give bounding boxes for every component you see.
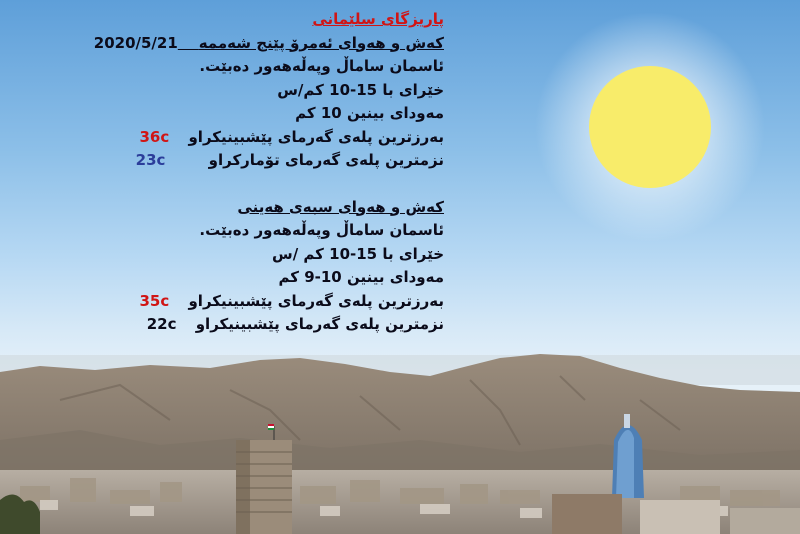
tomorrow-visibility-unit: کم — [278, 268, 299, 286]
tomorrow-min-label: نزمترین پلەی گەرمای پێشبینیکراو — [195, 315, 444, 333]
tomorrow-min-temp — [94, 313, 444, 337]
today-visibility-value: 10 — [320, 104, 342, 122]
tomorrow-heading: کەش و هەوای سبەی هەینی — [237, 197, 444, 216]
tomorrow-visibility — [94, 266, 444, 290]
tomorrow-visibility-value: 9-10 — [304, 268, 342, 286]
tomorrow-sky: ئاسمان ساماڵ وپەڵەهەور دەبێت. — [199, 221, 444, 239]
tomorrow-wind-unit: کم /س — [272, 244, 324, 263]
today-heading-label: کەش و هەوای ئەمرۆ پێنج شەممە — [198, 33, 444, 52]
forecast-text — [94, 8, 444, 337]
today-wind-label: خێرای با — [382, 80, 444, 99]
tomorrow-wind-label: خێرای با — [382, 244, 444, 263]
today-max-temp — [94, 126, 444, 150]
sun-icon — [589, 66, 711, 188]
tomorrow-wind-value: 10-15 — [329, 244, 378, 263]
today-max-label: بەرزترین پلەی گەرمای پێشبینیکراو — [188, 127, 444, 146]
today-min-value: 23c — [135, 151, 166, 169]
today-date: 2020/5/21 — [93, 33, 178, 52]
today-min-temp — [94, 149, 444, 173]
tomorrow-wind — [94, 243, 444, 267]
today-min-label: نزمترین پلەی گەرمای تۆمارکراو — [208, 151, 444, 169]
building-right — [552, 494, 622, 534]
tomorrow-visibility-label: مەودای بینین — [346, 268, 444, 286]
today-wind-value: 10-15 — [329, 80, 378, 99]
tomorrow-max-temp — [94, 290, 444, 314]
tomorrow-max-label: بەرزترین پلەی گەرمای پێشبینیکراو — [188, 291, 444, 310]
today-visibility — [94, 102, 444, 126]
today-max-value: 36c — [139, 127, 170, 146]
today-visibility-unit: کم — [295, 104, 316, 122]
today-visibility-label: مەودای بینین — [346, 104, 444, 122]
province-title: پاریزگای سلێمانی — [312, 10, 444, 28]
tomorrow-max-value: 35c — [139, 291, 170, 310]
today-sky: ئاسمان ساماڵ وپەڵەهەور دەبێت. — [199, 57, 444, 75]
today-wind-unit: کم/س — [277, 80, 324, 99]
today-heading — [94, 32, 444, 56]
today-wind — [94, 79, 444, 103]
tomorrow-min-value: 22c — [146, 315, 177, 333]
tower-left — [236, 440, 292, 534]
